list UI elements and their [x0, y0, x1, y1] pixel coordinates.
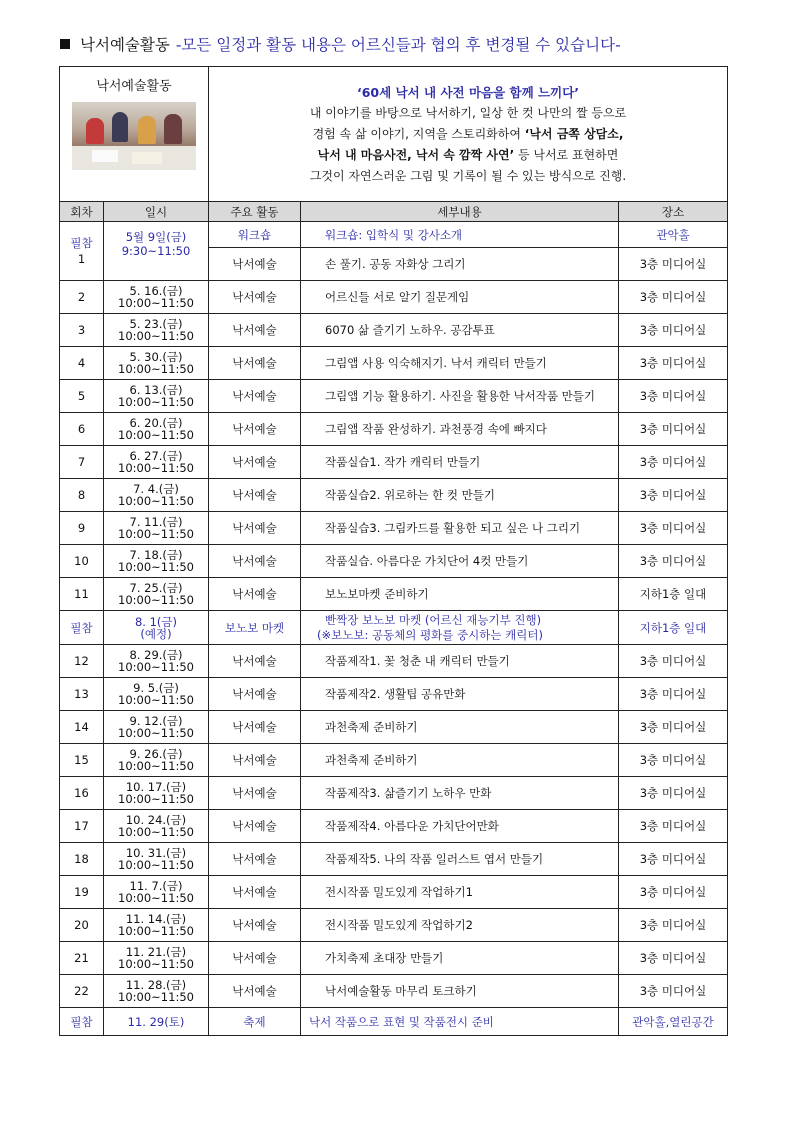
session-detail: 빤짝장 보노보 마켓 (어르신 재능기부 진행) (※보노보: 공동체의 평화를 중시하는 캐릭터) — [301, 611, 619, 645]
intro-box-title: 낙서예술활동 — [96, 79, 172, 94]
session-place: 3층 미디어실 — [619, 314, 728, 347]
session-place: 3층 미디어실 — [619, 810, 728, 843]
table-row — [60, 810, 728, 843]
session-activity: 낙서예술 — [209, 512, 301, 545]
table-row — [60, 777, 728, 810]
session-place: 3층 미디어실 — [619, 248, 728, 281]
table-row — [60, 711, 728, 744]
col-header-detail: 세부내용 — [301, 202, 619, 222]
intro-image-cell — [60, 67, 209, 202]
session-place: 3층 미디어실 — [619, 281, 728, 314]
session-activity: 낙서예술 — [209, 843, 301, 876]
session-activity: 낙서예술 — [209, 678, 301, 711]
session-activity: 워크숍 — [209, 222, 301, 248]
session-date: 10. 17.(금) 10:00~11:50 — [104, 777, 209, 810]
col-header-no: 회차 — [60, 202, 104, 222]
session-place: 3층 미디어실 — [619, 843, 728, 876]
table-row — [60, 942, 728, 975]
table-row — [60, 512, 728, 545]
session-no: 8 — [60, 479, 104, 512]
session-date: 11. 29(토) — [104, 1008, 209, 1036]
session-detail: 낙서예술활동 마무리 토크하기 — [301, 975, 619, 1008]
session-detail: 어르신들 서로 알기 질문게임 — [301, 281, 619, 314]
session-no: 10 — [60, 545, 104, 578]
session-place: 3층 미디어실 — [619, 909, 728, 942]
table-row — [60, 446, 728, 479]
session-no: 18 — [60, 843, 104, 876]
session-date: 8. 29.(금) 10:00~11:50 — [104, 645, 209, 678]
session-no: 20 — [60, 909, 104, 942]
session-no: 필참 1 — [60, 222, 104, 281]
session-detail: 전시작품 밀도있게 작업하기1 — [301, 876, 619, 909]
session-date: 7. 4.(금) 10:00~11:50 — [104, 479, 209, 512]
session-date: 8. 1(금) (예정) — [104, 611, 209, 645]
session-detail: 보노보마켓 준비하기 — [301, 578, 619, 611]
intro-row — [60, 67, 728, 202]
table-row — [60, 843, 728, 876]
col-header-activity: 주요 활동 — [209, 202, 301, 222]
session-detail: 작품실습3. 그림카드를 활용한 되고 싶은 나 그리기 — [301, 512, 619, 545]
table-row — [60, 678, 728, 711]
session-detail: 전시작품 밀도있게 작업하기2 — [301, 909, 619, 942]
session-date: 6. 27.(금) 10:00~11:50 — [104, 446, 209, 479]
session-activity: 낙서예술 — [209, 545, 301, 578]
table-row — [60, 876, 728, 909]
session-activity: 낙서예술 — [209, 380, 301, 413]
table-header-row — [60, 202, 728, 222]
session-detail: 작품실습. 아름다운 가치단어 4컷 만들기 — [301, 545, 619, 578]
session-place: 3층 미디어실 — [619, 744, 728, 777]
session-detail: 과천축제 준비하기 — [301, 711, 619, 744]
table-row-market — [60, 611, 728, 645]
session-date: 6. 13.(금) 10:00~11:50 — [104, 380, 209, 413]
session-detail: 낙서 작품으로 표현 및 작품전시 준비 — [301, 1008, 619, 1036]
session-detail: 그림앱 작품 완성하기. 과천풍경 속에 빠지다 — [301, 413, 619, 446]
session-activity: 낙서예술 — [209, 942, 301, 975]
session-date: 10. 31.(금) 10:00~11:50 — [104, 843, 209, 876]
table-row — [60, 347, 728, 380]
session-no: 13 — [60, 678, 104, 711]
session-no: 7 — [60, 446, 104, 479]
session-activity: 축제 — [209, 1008, 301, 1036]
session-activity: 낙서예술 — [209, 645, 301, 678]
session-activity: 낙서예술 — [209, 810, 301, 843]
table-row — [60, 413, 728, 446]
session-activity: 낙서예술 — [209, 909, 301, 942]
session-activity: 낙서예술 — [209, 347, 301, 380]
table-row — [60, 645, 728, 678]
session-activity: 낙서예술 — [209, 479, 301, 512]
session-date: 5. 30.(금) 10:00~11:50 — [104, 347, 209, 380]
session-detail: 작품실습1. 작가 캐릭터 만들기 — [301, 446, 619, 479]
session-place: 관악홀,열린공간 — [619, 1008, 728, 1036]
session-no: 21 — [60, 942, 104, 975]
col-header-date: 일시 — [104, 202, 209, 222]
page-title: 낙서예술활동 — [80, 36, 170, 54]
session-no: 22 — [60, 975, 104, 1008]
session-place: 3층 미디어실 — [619, 413, 728, 446]
session-no: 필참 — [60, 1008, 104, 1036]
session-detail: 작품제작1. 꽃 청춘 내 캐릭터 만들기 — [301, 645, 619, 678]
session-place: 3층 미디어실 — [619, 380, 728, 413]
session-date: 9. 5.(금) 10:00~11:50 — [104, 678, 209, 711]
session-activity: 낙서예술 — [209, 975, 301, 1008]
session-place: 지하1층 일대 — [619, 578, 728, 611]
table-row-festival — [60, 1008, 728, 1036]
session-detail: 작품제작4. 아름다운 가치단어만화 — [301, 810, 619, 843]
session-activity: 낙서예술 — [209, 281, 301, 314]
session-date: 10. 24.(금) 10:00~11:50 — [104, 810, 209, 843]
session-no: 4 — [60, 347, 104, 380]
table-row — [60, 545, 728, 578]
session-date: 9. 26.(금) 10:00~11:50 — [104, 744, 209, 777]
session-activity: 낙서예술 — [209, 711, 301, 744]
session-no: 11 — [60, 578, 104, 611]
session-activity: 보노보 마켓 — [209, 611, 301, 645]
session-activity: 낙서예술 — [209, 413, 301, 446]
session-no: 3 — [60, 314, 104, 347]
session-place: 3층 미디어실 — [619, 711, 728, 744]
intro-line-4: 그것이 자연스러운 그림 및 기록이 될 수 있는 방식으로 진행. — [309, 168, 627, 183]
session-no: 17 — [60, 810, 104, 843]
session-detail: 손 풀기. 공동 자화상 그리기 — [301, 248, 619, 281]
table-row — [60, 744, 728, 777]
activity-photo — [72, 102, 196, 170]
intro-text-cell — [209, 67, 728, 202]
session-place: 3층 미디어실 — [619, 942, 728, 975]
session-date: 9. 12.(금) 10:00~11:50 — [104, 711, 209, 744]
session-activity: 낙서예술 — [209, 314, 301, 347]
table-row — [60, 909, 728, 942]
session-activity: 낙서예술 — [209, 876, 301, 909]
table-row — [60, 380, 728, 413]
session-no: 2 — [60, 281, 104, 314]
session-detail: 가치축제 초대장 만들기 — [301, 942, 619, 975]
session-detail: 작품실습2. 위로하는 한 컷 만들기 — [301, 479, 619, 512]
session-place: 관악홀 — [619, 222, 728, 248]
session-date: 11. 28.(금) 10:00~11:50 — [104, 975, 209, 1008]
session-detail: 그림앱 사용 익숙해지기. 낙서 캐릭터 만들기 — [301, 347, 619, 380]
session-date: 5. 16.(금) 10:00~11:50 — [104, 281, 209, 314]
table-row — [60, 314, 728, 347]
session-no: 12 — [60, 645, 104, 678]
session-place: 3층 미디어실 — [619, 512, 728, 545]
session-place: 3층 미디어실 — [619, 678, 728, 711]
session-place: 3층 미디어실 — [619, 645, 728, 678]
page-heading — [60, 33, 621, 55]
intro-line-1: 내 이야기를 바탕으로 낙서하기, 일상 한 컷 나만의 짤 등으로 — [309, 105, 627, 120]
session-no: 19 — [60, 876, 104, 909]
intro-line-3: 낙서 내 마음사전, 낙서 속 깜짝 사연’ 등 낙서로 표현하면 — [317, 147, 619, 162]
table-row-session-1a — [60, 222, 728, 248]
heading-note: -모든 일정과 활동 내용은 어르신들과 협의 후 변경될 수 있습니다- — [175, 36, 621, 54]
session-date: 6. 20.(금) 10:00~11:50 — [104, 413, 209, 446]
session-detail: 작품제작3. 삶즐기기 노하우 만화 — [301, 777, 619, 810]
session-no: 6 — [60, 413, 104, 446]
square-bullet-icon — [60, 39, 70, 49]
session-activity: 낙서예술 — [209, 777, 301, 810]
session-date: 5월 9일(금) 9:30~11:50 — [104, 222, 209, 281]
session-detail: 작품제작5. 나의 작품 일러스트 엽서 만들기 — [301, 843, 619, 876]
session-detail: 워크숍: 입학식 및 강사소개 — [301, 222, 619, 248]
session-place: 3층 미디어실 — [619, 777, 728, 810]
session-no: 9 — [60, 512, 104, 545]
intro-line-2: 경험 속 삶 이야기, 지역을 스토리화하여 ‘낙서 금쪽 상담소, — [312, 126, 624, 141]
session-place: 3층 미디어실 — [619, 446, 728, 479]
schedule-table — [59, 66, 728, 1036]
session-no: 14 — [60, 711, 104, 744]
session-detail: 6070 삶 즐기기 노하우. 공감투표 — [301, 314, 619, 347]
session-place: 3층 미디어실 — [619, 975, 728, 1008]
session-activity: 낙서예술 — [209, 578, 301, 611]
session-date: 5. 23.(금) 10:00~11:50 — [104, 314, 209, 347]
session-date: 11. 21.(금) 10:00~11:50 — [104, 942, 209, 975]
session-place: 3층 미디어실 — [619, 347, 728, 380]
session-activity: 낙서예술 — [209, 248, 301, 281]
session-date: 7. 25.(금) 10:00~11:50 — [104, 578, 209, 611]
session-detail: 과천축제 준비하기 — [301, 744, 619, 777]
session-detail: 그림앱 기능 활용하기. 사진을 활용한 낙서작품 만들기 — [301, 380, 619, 413]
session-place: 지하1층 일대 — [619, 611, 728, 645]
session-place: 3층 미디어실 — [619, 545, 728, 578]
session-no: 16 — [60, 777, 104, 810]
session-date: 7. 11.(금) 10:00~11:50 — [104, 512, 209, 545]
table-row — [60, 479, 728, 512]
session-activity: 낙서예술 — [209, 446, 301, 479]
table-row — [60, 281, 728, 314]
intro-slogan: ‘60세 낙서 내 사전 마음을 함께 느끼다’ — [356, 84, 580, 100]
session-no: 15 — [60, 744, 104, 777]
session-date: 11. 7.(금) 10:00~11:50 — [104, 876, 209, 909]
session-no: 필참 — [60, 611, 104, 645]
col-header-place: 장소 — [619, 202, 728, 222]
session-place: 3층 미디어실 — [619, 479, 728, 512]
table-row — [60, 975, 728, 1008]
session-date: 11. 14.(금) 10:00~11:50 — [104, 909, 209, 942]
session-date: 7. 18.(금) 10:00~11:50 — [104, 545, 209, 578]
session-activity: 낙서예술 — [209, 744, 301, 777]
table-row — [60, 578, 728, 611]
session-no: 5 — [60, 380, 104, 413]
session-place: 3층 미디어실 — [619, 876, 728, 909]
session-detail: 작품제작2. 생활팁 공유만화 — [301, 678, 619, 711]
